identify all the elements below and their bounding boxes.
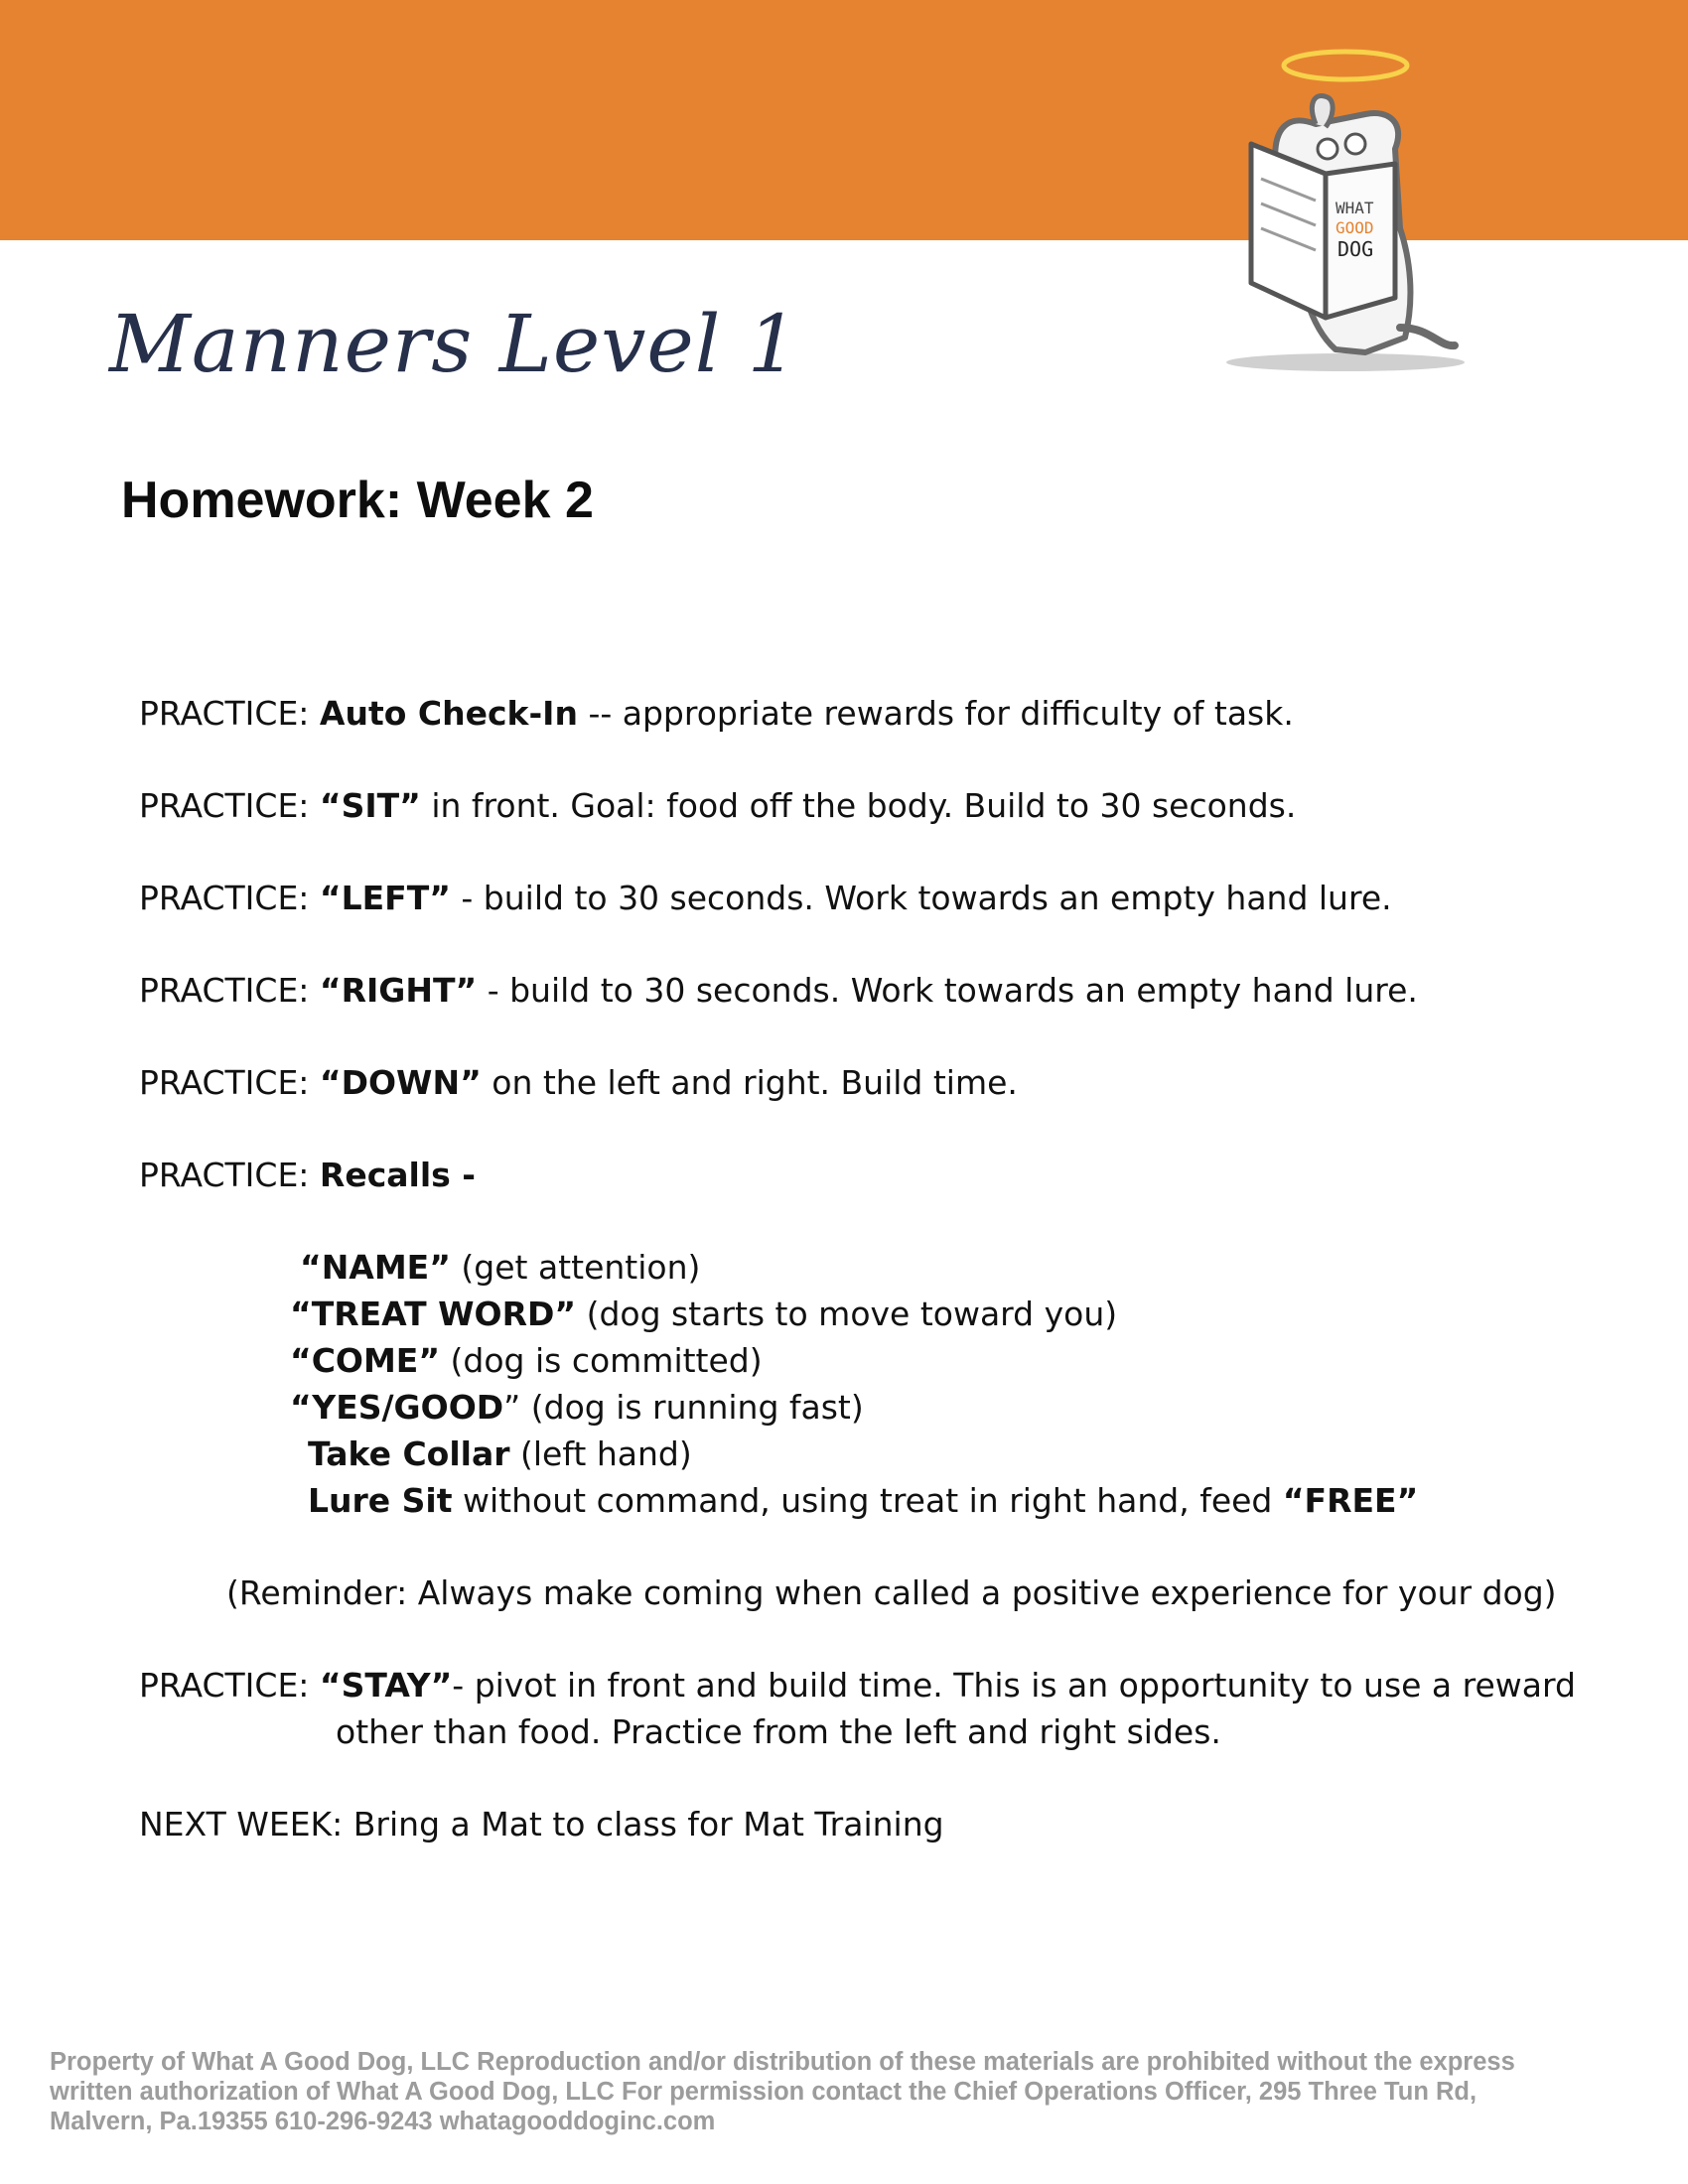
recall-step-name: “NAME” (get attention) — [300, 1248, 701, 1287]
course-title: Manners Level 1 — [109, 298, 799, 390]
recall-step-take-collar: Take Collar (left hand) — [308, 1434, 692, 1473]
footer-line: Property of What A Good Dog, LLC Reproduction and/or distribution of these materials are prohibited without the express — [50, 2048, 1515, 2076]
recall-step-yes-good: “YES/GOOD” (dog is running fast) — [290, 1388, 864, 1427]
practice-recalls: PRACTICE: Recalls - — [139, 1156, 476, 1194]
practice-down: PRACTICE: “DOWN” on the left and right. Build time. — [139, 1063, 1018, 1102]
practice-auto-checkin: PRACTICE: Auto Check-In -- appropriate rewards for difficulty of task. — [139, 694, 1294, 733]
reminder-note: (Reminder: Always make coming when called a positive experience for your dog) — [226, 1573, 1557, 1612]
homework-title: Homework: Week 2 — [121, 472, 594, 529]
copyright-footer — [50, 2047, 1638, 2136]
practice-stay-continued: other than food. Practice from the left and right sides. — [336, 1712, 1221, 1751]
logo-book-word-good: GOOD — [1336, 218, 1374, 237]
practice-left: PRACTICE: “LEFT” - build to 30 seconds. Work towards an empty hand lure. — [139, 879, 1392, 917]
recall-step-lure-sit: Lure Sit without command, using treat in right hand, feed “FREE” — [308, 1481, 1419, 1520]
logo-book-word-dog: DOG — [1337, 237, 1374, 261]
recall-step-come: “COME” (dog is committed) — [290, 1341, 763, 1380]
recall-step-treat-word: “TREAT WORD” (dog starts to move toward you) — [290, 1295, 1118, 1333]
logo-book-word-what: WHAT — [1336, 199, 1374, 217]
angel-dog-reading-book-logo — [1216, 30, 1514, 407]
footer-line: written authorization of What A Good Dog, LLC For permission contact the Chief Operations Officer, 295 Three Tun Rd, — [50, 2078, 1477, 2106]
practice-right: PRACTICE: “RIGHT” - build to 30 seconds. Work towards an empty hand lure. — [139, 971, 1418, 1010]
practice-sit: PRACTICE: “SIT” in front. Goal: food off the body. Build to 30 seconds. — [139, 786, 1297, 825]
practice-stay: PRACTICE: “STAY”- pivot in front and build time. This is an opportunity to use a reward — [139, 1666, 1576, 1705]
footer-line: Malvern, Pa.19355 610-296-9243 whatagooddoginc.com — [50, 2108, 716, 2135]
next-week-note: NEXT WEEK: Bring a Mat to class for Mat Training — [139, 1805, 944, 1843]
